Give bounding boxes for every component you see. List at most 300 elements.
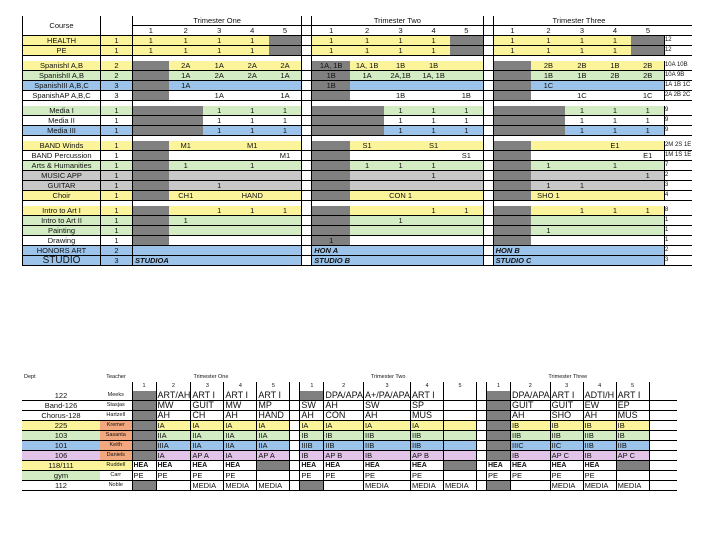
schedule-cell [384, 236, 417, 246]
schedule-cell [417, 256, 450, 266]
schedule-cell: ART I [224, 391, 257, 401]
schedule-cell: AH [324, 401, 364, 411]
trimester-one-header: Trimester One [133, 16, 302, 26]
schedule-cell: ART I [191, 391, 224, 401]
schedule-cell [169, 126, 203, 136]
schedule-cell [598, 236, 631, 246]
schedule-cell [565, 151, 598, 161]
schedule-cell: 1 [312, 36, 350, 46]
schedule-cell [493, 81, 531, 91]
course-rows [23, 36, 693, 266]
dept-cell: 122 [22, 391, 100, 401]
schedule-cell [598, 91, 631, 101]
gap-cell [483, 91, 493, 101]
schedule-cell [312, 191, 350, 201]
schedule-cell [531, 171, 565, 181]
schedule-cell: E1 [598, 141, 631, 151]
schedule-cell [443, 461, 476, 471]
schedule-cell: PE [224, 471, 257, 481]
schedule-cell: 1 [236, 36, 269, 46]
schedule-cell: 1 [531, 46, 565, 56]
schedule-cell [350, 226, 384, 236]
schedule-cell: IB [616, 431, 649, 441]
schedule-cell [350, 191, 384, 201]
section-count: 1A 1B 1C [664, 81, 692, 91]
schedule-cell: AH [583, 411, 616, 421]
schedule-cell: IIIA [156, 441, 191, 451]
period-label: 3 [550, 382, 583, 391]
course-row [23, 81, 693, 91]
schedule-cell: 2A [269, 61, 302, 71]
schedule-cell: CH [191, 411, 224, 421]
schedule-cell [493, 91, 531, 101]
schedule-cell [132, 401, 156, 411]
schedule-cell: ART I [550, 391, 583, 401]
schedule-cell: 2A [203, 71, 236, 81]
schedule-cell [384, 246, 417, 256]
schedule-cell [616, 461, 649, 471]
schedule-cell: IIB [510, 431, 550, 441]
schedule-cell: 1 [236, 106, 269, 116]
schedule-cell: 1 [565, 181, 598, 191]
section-count: 3 [664, 256, 692, 266]
schedule-cell [133, 91, 169, 101]
course-terms: 3 [101, 256, 133, 266]
schedule-cell [493, 141, 531, 151]
schedule-cell: 1 [565, 106, 598, 116]
schedule-cell [450, 46, 483, 56]
schedule-cell: 1 [236, 161, 269, 171]
gap-cell [302, 91, 312, 101]
period-label: 3 [565, 26, 598, 36]
schedule-cell: 1C [531, 81, 565, 91]
schedule-cell: M1 [236, 141, 269, 151]
schedule-cell: MEDIA [583, 481, 616, 491]
schedule-cell: AP A [257, 451, 290, 461]
schedule-cell [598, 81, 631, 91]
gap-cell [483, 191, 493, 201]
schedule-cell [169, 256, 203, 266]
schedule-cell: STUDIO C [493, 256, 531, 266]
schedule-cell [236, 256, 269, 266]
schedule-cell [493, 171, 531, 181]
schedule-cell [598, 171, 631, 181]
schedule-cell [269, 191, 302, 201]
schedule-cell: IA [156, 451, 191, 461]
course-terms: 1 [101, 126, 133, 136]
schedule-cell [169, 171, 203, 181]
course-name: STUDIO [23, 256, 101, 266]
schedule-cell: IIB [410, 441, 443, 451]
schedule-cell [493, 181, 531, 191]
schedule-cell [565, 226, 598, 236]
schedule-cell: HEA [324, 461, 364, 471]
schedule-cell [169, 106, 203, 116]
schedule-cell: IA [300, 421, 324, 431]
schedule-cell: IIA [224, 431, 257, 441]
trimester-three-header: Trimester Three [548, 374, 588, 380]
section-count: 2 [664, 171, 692, 181]
schedule-cell [565, 81, 598, 91]
schedule-cell [493, 191, 531, 201]
schedule-cell: 2B [631, 71, 664, 81]
schedule-cell [631, 226, 664, 236]
schedule-cell: IIB [583, 431, 616, 441]
teacher-cell: Noble [100, 481, 132, 491]
section-count: 8 [664, 206, 692, 216]
schedule-cell: IIA [257, 441, 290, 451]
schedule-cell: MEDIA [364, 481, 411, 491]
schedule-cell [493, 206, 531, 216]
section-count: 1 [664, 216, 692, 226]
gap-cell [476, 411, 486, 421]
dept-cell: Band-126 [22, 401, 100, 411]
schedule-cell [269, 161, 302, 171]
schedule-cell: IA [156, 421, 191, 431]
schedule-cell [417, 181, 450, 191]
schedule-cell [493, 71, 531, 81]
schedule-cell [269, 226, 302, 236]
schedule-cell: AH [224, 411, 257, 421]
schedule-cell [132, 431, 156, 441]
schedule-cell [384, 151, 417, 161]
schedule-cell: 1 [350, 161, 384, 171]
section-count: 10A 10B [664, 61, 692, 71]
schedule-cell [486, 451, 510, 461]
schedule-cell [169, 91, 203, 101]
schedule-cell [133, 71, 169, 81]
period-label: 5 [631, 26, 664, 36]
schedule-cell: IA [191, 421, 224, 431]
schedule-cell: IIA [257, 431, 290, 441]
schedule-cell [203, 81, 236, 91]
gap-cell [302, 61, 312, 71]
schedule-cell: MEDIA [410, 481, 443, 491]
course-name: BAND Winds [23, 141, 101, 151]
schedule-cell: ART I [410, 391, 443, 401]
schedule-cell [203, 141, 236, 151]
course-terms: 1 [101, 151, 133, 161]
course-schedule-table [22, 16, 692, 266]
course-row [23, 226, 693, 236]
gap-cell [302, 171, 312, 181]
schedule-cell [631, 161, 664, 171]
tail-cell [649, 481, 677, 491]
schedule-cell [350, 81, 384, 91]
schedule-cell [257, 461, 290, 471]
schedule-cell [169, 151, 203, 161]
schedule-cell: 1 [417, 161, 450, 171]
teacher-cell: Daniels [100, 451, 132, 461]
schedule-cell: IA [224, 451, 257, 461]
teacher-row [22, 421, 677, 431]
course-name: Intro to Art II [23, 216, 101, 226]
schedule-cell [269, 141, 302, 151]
course-name: Intro to Art I [23, 206, 101, 216]
schedule-cell: HEA [191, 461, 224, 471]
schedule-cell: IIIB [300, 441, 324, 451]
schedule-cell [269, 236, 302, 246]
schedule-cell: HEA [300, 461, 324, 471]
schedule-cell: AH [300, 411, 324, 421]
schedule-cell: PE [486, 471, 510, 481]
section-count: 7 [664, 161, 692, 171]
schedule-cell: IIB [410, 431, 443, 441]
section-count: 4 [664, 191, 692, 201]
schedule-cell [565, 141, 598, 151]
schedule-cell: AP B [324, 451, 364, 461]
schedule-cell [631, 256, 664, 266]
schedule-cell: S1 [450, 151, 483, 161]
section-count: 2A 2B 2C [664, 91, 692, 101]
schedule-cell [133, 61, 169, 71]
schedule-cell [631, 181, 664, 191]
schedule-cell: 2B [531, 61, 565, 71]
gap-cell [476, 401, 486, 411]
schedule-cell [132, 391, 156, 401]
schedule-cell: AH [364, 411, 411, 421]
schedule-cell: 1 [417, 106, 450, 116]
schedule-cell [350, 91, 384, 101]
schedule-cell: MEDIA [443, 481, 476, 491]
schedule-cell [531, 91, 565, 101]
schedule-cell: 1B [450, 91, 483, 101]
dept-cell: 118/111 [22, 461, 100, 471]
schedule-cell: 1B [417, 61, 450, 71]
schedule-cell [565, 191, 598, 201]
period-label: 3 [364, 382, 411, 391]
dept-cell: 106 [22, 451, 100, 461]
schedule-cell: HEA [410, 461, 443, 471]
schedule-cell [450, 226, 483, 236]
schedule-cell [384, 181, 417, 191]
schedule-cell: ART I [616, 391, 649, 401]
schedule-cell [133, 126, 169, 136]
schedule-cell: EP [616, 401, 649, 411]
schedule-cell: 1 [384, 216, 417, 226]
schedule-cell: 1 [598, 126, 631, 136]
tail-cell [649, 471, 677, 481]
schedule-cell: 1 [203, 116, 236, 126]
schedule-cell: PE [156, 471, 191, 481]
schedule-cell [350, 236, 384, 246]
schedule-cell [257, 471, 290, 481]
schedule-cell: 1A [269, 91, 302, 101]
schedule-cell: PE [583, 471, 616, 481]
schedule-cell: EW [583, 401, 616, 411]
schedule-cell [417, 81, 450, 91]
schedule-cell: 1C [631, 91, 664, 101]
schedule-cell: HEA [486, 461, 510, 471]
schedule-cell: 1 [493, 46, 531, 56]
gap-cell [483, 171, 493, 181]
schedule-cell [531, 236, 565, 246]
course-terms: 1 [101, 141, 133, 151]
schedule-cell [417, 151, 450, 161]
course-terms: 1 [101, 216, 133, 226]
schedule-cell: 1 [631, 116, 664, 126]
schedule-cell [531, 206, 565, 216]
schedule-cell: 1A [350, 71, 384, 81]
section-count: 1 [664, 226, 692, 236]
course-row [23, 161, 693, 171]
dept-cell: 103 [22, 431, 100, 441]
gap-cell [302, 226, 312, 236]
schedule-cell [450, 61, 483, 71]
gap-cell [302, 46, 312, 56]
schedule-cell [236, 216, 269, 226]
schedule-cell: IB [510, 451, 550, 461]
schedule-cell: IB [616, 421, 649, 431]
schedule-cell [312, 126, 350, 136]
schedule-cell [236, 91, 269, 101]
schedule-cell: IB [583, 451, 616, 461]
schedule-cell: PE [364, 471, 411, 481]
gap-cell [483, 216, 493, 226]
section-count: 3 [664, 181, 692, 191]
schedule-cell [203, 216, 236, 226]
period-label: 4 [598, 26, 631, 36]
schedule-cell: AP B [410, 451, 443, 461]
gap-cell [483, 256, 493, 266]
period-label: 2 [324, 382, 364, 391]
schedule-cell [236, 171, 269, 181]
course-row [23, 191, 693, 201]
trimester-three-header: Trimester Three [493, 16, 664, 26]
schedule-cell [300, 391, 324, 401]
section-count: 2 [664, 246, 692, 256]
schedule-cell [631, 81, 664, 91]
bottom-header-row-2 [22, 382, 677, 391]
tail-cell [649, 461, 677, 471]
schedule-cell: SW [364, 401, 411, 411]
course-row [23, 206, 693, 216]
schedule-cell: 1 [384, 116, 417, 126]
schedule-cell [486, 391, 510, 401]
schedule-cell: 1 [203, 126, 236, 136]
gap-cell [302, 141, 312, 151]
teacher-row [22, 451, 677, 461]
gap-cell [302, 36, 312, 46]
section-count: 10A 9B [664, 71, 692, 81]
schedule-cell: 1 [203, 36, 236, 46]
teacher-row [22, 481, 677, 491]
schedule-cell: 1A [169, 71, 203, 81]
schedule-cell: ART I [257, 391, 290, 401]
schedule-cell [312, 206, 350, 216]
section-count: 12 [664, 36, 692, 46]
schedule-cell: 1 [384, 106, 417, 116]
schedule-cell: SP [410, 401, 443, 411]
course-name: Media II [23, 116, 101, 126]
schedule-cell [133, 116, 169, 126]
schedule-cell [133, 106, 169, 116]
schedule-cell [133, 191, 169, 201]
schedule-cell [312, 151, 350, 161]
schedule-cell: 1 [384, 126, 417, 136]
schedule-cell [384, 206, 417, 216]
schedule-cell [493, 161, 531, 171]
schedule-cell: 2B [565, 61, 598, 71]
schedule-cell: 1 [384, 46, 417, 56]
section-count: 1 [664, 236, 692, 246]
gap-cell [483, 46, 493, 56]
teacher-row [22, 411, 677, 421]
schedule-cell: 1 [598, 116, 631, 126]
schedule-cell [324, 481, 364, 491]
schedule-cell: 1 [598, 36, 631, 46]
schedule-cell [312, 106, 350, 116]
schedule-cell: 1 [565, 46, 598, 56]
schedule-cell: MEDIA [191, 481, 224, 491]
schedule-cell: AP C [616, 451, 649, 461]
schedule-cell: 1B [531, 71, 565, 81]
teacher-cell: Hartzell [100, 411, 132, 421]
gap-cell [483, 141, 493, 151]
trimester-two-header: Trimester Two [312, 16, 483, 26]
gap-cell [483, 106, 493, 116]
tail-cell [649, 411, 677, 421]
schedule-cell [565, 256, 598, 266]
schedule-cell: 1B [312, 81, 350, 91]
course-row [23, 141, 693, 151]
schedule-cell: IA [364, 421, 411, 431]
schedule-cell [598, 226, 631, 236]
schedule-cell: IB [364, 451, 411, 461]
course-row [23, 151, 693, 161]
period-label: 4 [224, 382, 257, 391]
schedule-cell: 1A, 1B [350, 61, 384, 71]
dept-cell: 112 [22, 481, 100, 491]
schedule-cell: CON 1 [384, 191, 417, 201]
schedule-cell: IIA [224, 441, 257, 451]
schedule-cell: MUS [616, 411, 649, 421]
teacher-rows [22, 391, 677, 491]
schedule-cell: 1B [565, 71, 598, 81]
schedule-cell: IIA [191, 431, 224, 441]
schedule-cell [300, 481, 324, 491]
schedule-cell: IA [224, 421, 257, 431]
schedule-cell: 1 [631, 106, 664, 116]
schedule-cell [450, 216, 483, 226]
gap-cell [302, 71, 312, 81]
gap-cell [290, 421, 300, 431]
schedule-cell [236, 246, 269, 256]
schedule-cell [417, 226, 450, 236]
schedule-cell: IIA [156, 431, 191, 441]
schedule-cell: 1 [269, 206, 302, 216]
period-label: 5 [257, 382, 290, 391]
period-label: 2 [169, 26, 203, 36]
course-header: Course [23, 16, 101, 36]
schedule-cell [169, 116, 203, 126]
period-label: 3 [384, 26, 417, 36]
course-terms: 1 [101, 206, 133, 216]
schedule-cell [236, 226, 269, 236]
teacher-header: Teacher [106, 374, 126, 380]
gap-cell [302, 126, 312, 136]
schedule-cell: 1 [598, 161, 631, 171]
schedule-cell: 1A [203, 91, 236, 101]
teacher-cell: Kremer [100, 421, 132, 431]
teacher-cell: Ruddell [100, 461, 132, 471]
schedule-cell: 1 [269, 126, 302, 136]
schedule-cell [450, 256, 483, 266]
schedule-cell [384, 141, 417, 151]
schedule-cell [631, 216, 664, 226]
schedule-cell: 1 [312, 46, 350, 56]
schedule-cell: SW [300, 401, 324, 411]
